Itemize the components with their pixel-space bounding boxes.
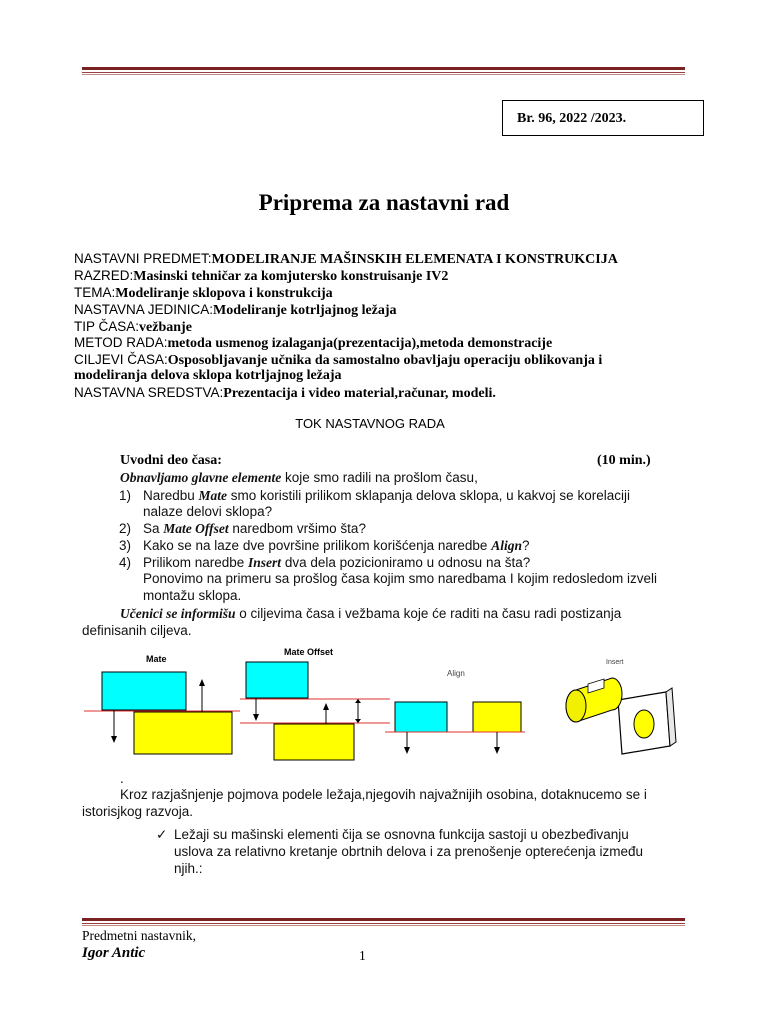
mate-yellow-block (134, 712, 232, 754)
align-yellow-block (473, 702, 521, 732)
intro-heading: Uvodni deo časa: (120, 453, 222, 468)
list-item-cont: nalaze delovi sklopa? (143, 504, 273, 519)
meta-method: METOD RADA:metoda usmenog izalaganja(prezentacija),metoda demonstracije (74, 335, 553, 351)
students-line: Učenici se informišu o ciljevima časa i vežbama koje će raditi na času radi postizanja (120, 606, 622, 621)
align-figure (385, 664, 525, 764)
bullet-line-cont: uslova za relativno kretanje obrtnih delova i za prenošenje opterećenja između (174, 844, 644, 859)
meta-topic: TEMA:Modeliranje sklopova i konstrukcija (74, 285, 333, 301)
flow-title: TOK NASTAVNOG RADA (295, 416, 445, 431)
repeat-line-cont: montažu sklopa. (143, 588, 242, 603)
document-number-box (502, 100, 704, 136)
document-number: Br. 96, 2022 /2023. (517, 111, 627, 126)
intro-lead: Obnavljamo glavne elemente koje smo radili na prošlom času, (120, 470, 478, 485)
footer-rule (82, 918, 685, 926)
mate-figure (84, 648, 240, 764)
bullet-line-cont: njih.: (174, 861, 203, 876)
page-number: 1 (359, 948, 366, 963)
list-item: 3) Kako se na laze dve površine prilikom korišćenja naredbe Align? (119, 538, 530, 553)
align-cyan-block (395, 702, 447, 732)
intro-time: (10 min.) (597, 453, 651, 468)
meta-goals-cont: modeliranja delova sklopa kotrljajnog ležaja (74, 368, 342, 383)
page-title: Priprema za nastavni rad (258, 190, 510, 215)
offset-dimension-arrowhead (355, 719, 361, 723)
meta-class: RAZRED:Masinski tehničar za komjutersko konstruisanje IV2 (74, 268, 449, 284)
meta-resources: NASTAVNA SREDSTVA:Prezentacija i video material,računar, modeli. (74, 385, 496, 401)
repeat-line: Ponovimo na primeru sa prošlog časa kojim smo naredbama I kojim redosledom izveli (143, 571, 657, 586)
mate-offset-figure (240, 644, 390, 768)
meta-subject: NASTAVNI PREDMET:MODELIRANJE MAŠINSKIH ELEMENATA I KONSTRUKCIJA (74, 251, 618, 267)
bullet-check-icon: ✓ (156, 827, 168, 842)
footer-author: Igor Antic (82, 945, 146, 961)
mate-cyan-block (102, 672, 186, 710)
insert-hole (634, 710, 654, 738)
paragraph-line-cont: istorisjkog razvoja. (82, 804, 194, 819)
offset-yellow-block (274, 724, 354, 760)
footer-role: Predmetni nastavnik, (82, 928, 196, 943)
list-item: 1) Naredbu Mate smo koristili prilikom sklapanja delova sklopa, u kakvoj se korelaciji (119, 488, 630, 503)
offset-cyan-block (246, 662, 308, 698)
insert-figure (558, 654, 678, 762)
header-rule (82, 67, 685, 75)
mate-label: Mate (146, 654, 167, 664)
meta-unit: NASTAVNA JEDINICA:Modeliranje kotrljajnog ležaja (74, 302, 397, 318)
meta-lesson-type: TIP ČASA:vežbanje (74, 319, 192, 335)
mate-arrowhead-down (111, 736, 117, 743)
offset-dimension-arrowhead (355, 699, 361, 703)
mate-offset-label: Mate Offset (284, 647, 334, 657)
list-item: 2) Sa Mate Offset naredbom vršimo šta? (119, 521, 366, 536)
list-item: 4) Prilikom naredbe Insert dva dela pozicioniramo u odnosu na šta? (119, 555, 531, 570)
insert-cylinder-face (566, 690, 586, 722)
meta-goals: CILJEVI ČASA:Osposobljavanje učnika da samostalno obavljaju operaciju oblikovanja i (74, 352, 603, 368)
align-arrowhead-down (494, 747, 500, 754)
dot: . (120, 771, 124, 786)
align-label: Align (447, 669, 465, 678)
insert-label: Insert (606, 659, 624, 666)
offset-arrowhead-down (253, 714, 259, 721)
students-line-cont: definisanih ciljeva. (82, 623, 192, 638)
paragraph-line: Kroz razjašnjenje pojmova podele ležaja,njegovih najvažnijih osobina, dotaknucemo se i (120, 787, 647, 802)
align-arrowhead-down (404, 747, 410, 754)
offset-arrowhead-up (323, 703, 329, 710)
bullet-line: Ležaji su mašinski elementi čija se osnovna funkcija sastoji u obezbeđivanju (174, 827, 629, 842)
mate-arrowhead-up (199, 679, 205, 686)
